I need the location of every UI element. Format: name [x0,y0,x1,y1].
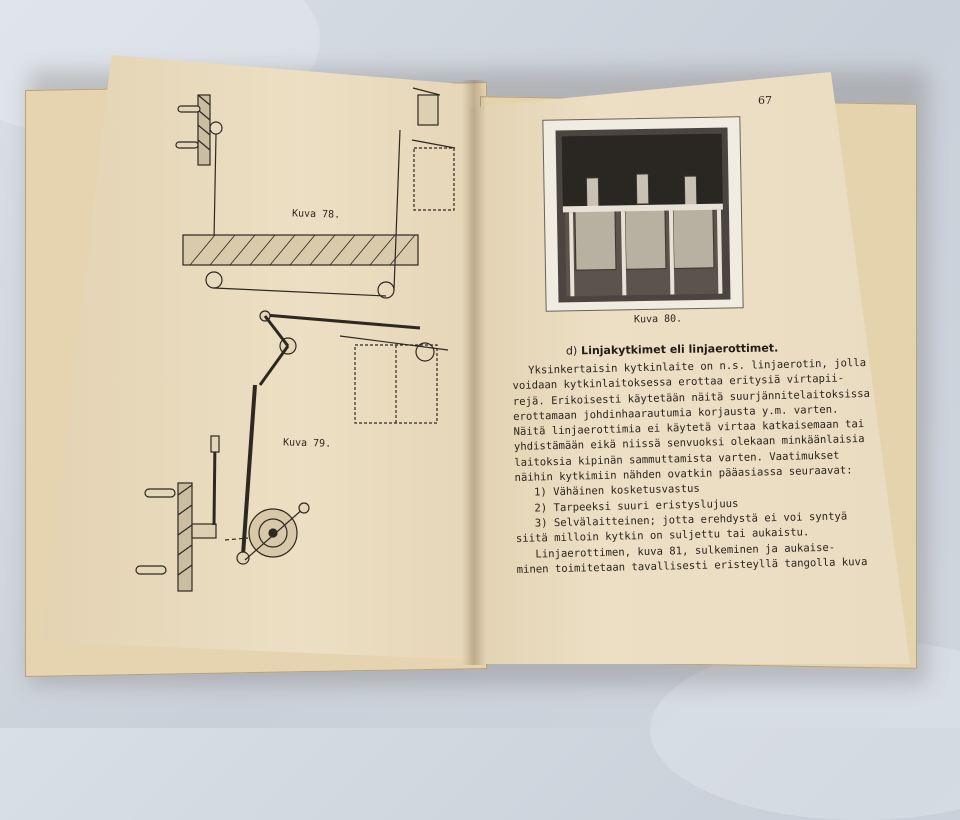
section-title: Linjakytkimet eli linjaerottimet. [581,341,779,358]
kuva79-caption: Kuva 79. [282,437,332,450]
section-label: d) [565,344,578,358]
text-line: erottamaan johdinhaarautumia korjausta y.m. varten. [513,403,839,423]
text-line: minen toimitetaan tavallisesti eristeyllä tangolla kuva [516,555,868,576]
text-line: 2) Tarpeeksi suuri eristyslujuus [515,497,739,515]
text-line: näihin kytkimiin nähden ovatkin pääasiassa seuraavat: [514,464,853,485]
kuva80-photo [542,116,743,311]
kuva78-handle-drawing [176,95,222,240]
text-line: 1) Vähäinen kosketusvastus [514,483,700,500]
text-line: Näitä linjaerottimia ei käytetä virtaa katkaisemaan tai [513,418,865,439]
text-line: Yksinkertaisin kytkinlaite on n.s. linjaerotin, jolla [528,356,867,377]
text-line: laitoksia kipinän sammuttamista varten. Vaatimukset [514,449,840,469]
switchgear-photo-image [543,117,742,310]
text-line: yhdistämään eikä niissä senvuoksi olekaan minkäänlaisia [513,433,865,454]
kuva79-crank-drawing [136,436,309,591]
text-line: voidaan kytkinlaitoksessa erottaa eritysiä virtapii- [512,372,845,393]
page-number: 67 [758,94,772,107]
text-line: siitä milloin kytkin on suljettu tai aukaistu. [515,526,810,546]
kuva78-insulator-drawing [412,88,455,210]
kuva80-caption: Kuva 80. [633,313,683,326]
text-line: rejä. Erikoisesti käytetään näitä suurjännitelaitoksissa [512,387,871,408]
body-text [512,356,871,579]
text-line: Linjaerottimen, kuva 81, sulkeminen ja aukaise- [516,541,836,561]
text-line: 3) Selvälaitteinen; jotta erehdystä ei voi syntyä [515,510,848,530]
kuva78-caption: Kuva 78. [291,208,341,221]
